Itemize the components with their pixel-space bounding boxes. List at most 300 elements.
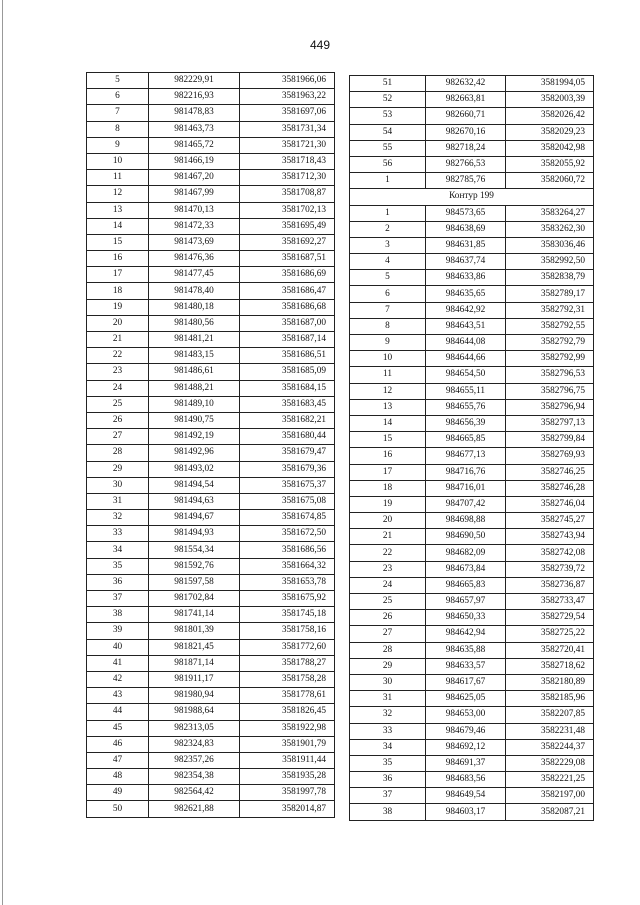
y-coordinate-cell: 3581718,43 bbox=[240, 153, 335, 169]
point-number-cell: 45 bbox=[87, 720, 149, 736]
point-number-cell: 6 bbox=[87, 89, 149, 105]
point-number-cell: 17 bbox=[87, 267, 149, 283]
point-number-cell: 1 bbox=[350, 205, 426, 221]
x-coordinate-cell: 982324,83 bbox=[149, 736, 240, 752]
contour-section-title: Контур 199 bbox=[350, 189, 594, 205]
x-coordinate-cell: 981480,56 bbox=[149, 315, 240, 331]
x-coordinate-cell: 984716,01 bbox=[426, 480, 506, 496]
point-number-cell: 35 bbox=[87, 558, 149, 574]
x-coordinate-cell: 984691,37 bbox=[426, 755, 506, 771]
table-row bbox=[87, 510, 335, 526]
point-number-cell: 48 bbox=[87, 769, 149, 785]
point-number-cell: 43 bbox=[87, 688, 149, 704]
point-number-cell: 34 bbox=[87, 542, 149, 558]
x-coordinate-cell: 984665,85 bbox=[426, 432, 506, 448]
y-coordinate-cell: 3581708,87 bbox=[240, 186, 335, 202]
x-coordinate-cell: 984644,08 bbox=[426, 335, 506, 351]
x-coordinate-cell: 981470,13 bbox=[149, 202, 240, 218]
point-number-cell: 18 bbox=[87, 283, 149, 299]
y-coordinate-cell: 3582769,93 bbox=[506, 448, 594, 464]
point-number-cell: 7 bbox=[87, 105, 149, 121]
table-row bbox=[87, 785, 335, 801]
x-coordinate-cell: 981490,75 bbox=[149, 412, 240, 428]
y-coordinate-cell: 3581675,92 bbox=[240, 591, 335, 607]
x-coordinate-cell: 981702,84 bbox=[149, 591, 240, 607]
x-coordinate-cell: 981480,18 bbox=[149, 299, 240, 315]
point-number-cell: 13 bbox=[87, 202, 149, 218]
x-coordinate-cell: 981494,63 bbox=[149, 493, 240, 509]
table-row bbox=[87, 493, 335, 509]
x-coordinate-cell: 981478,40 bbox=[149, 283, 240, 299]
table-row bbox=[87, 461, 335, 477]
table-row bbox=[350, 577, 594, 593]
point-number-cell: 46 bbox=[87, 736, 149, 752]
y-coordinate-cell: 3582055,92 bbox=[506, 156, 594, 172]
point-number-cell: 34 bbox=[350, 739, 426, 755]
y-coordinate-cell: 3581911,44 bbox=[240, 752, 335, 768]
table-row bbox=[87, 591, 335, 607]
point-number-cell: 12 bbox=[87, 186, 149, 202]
table-row bbox=[350, 92, 594, 108]
point-number-cell: 56 bbox=[350, 156, 426, 172]
x-coordinate-cell: 981467,99 bbox=[149, 186, 240, 202]
y-coordinate-cell: 3582797,13 bbox=[506, 415, 594, 431]
point-number-cell: 5 bbox=[350, 270, 426, 286]
y-coordinate-cell: 3581686,56 bbox=[240, 542, 335, 558]
x-coordinate-cell: 984633,86 bbox=[426, 270, 506, 286]
y-coordinate-cell: 3581935,28 bbox=[240, 769, 335, 785]
x-coordinate-cell: 984642,92 bbox=[426, 302, 506, 318]
y-coordinate-cell: 3581680,44 bbox=[240, 429, 335, 445]
point-number-cell: 14 bbox=[350, 415, 426, 431]
point-number-cell: 19 bbox=[350, 496, 426, 512]
x-coordinate-cell: 984716,76 bbox=[426, 464, 506, 480]
table-row bbox=[350, 723, 594, 739]
point-number-cell: 15 bbox=[350, 432, 426, 448]
y-coordinate-cell: 3581679,36 bbox=[240, 461, 335, 477]
point-number-cell: 16 bbox=[350, 448, 426, 464]
x-coordinate-cell: 984643,51 bbox=[426, 318, 506, 334]
y-coordinate-cell: 3582792,55 bbox=[506, 318, 594, 334]
table-row bbox=[350, 399, 594, 415]
y-coordinate-cell: 3581772,60 bbox=[240, 639, 335, 655]
table-row bbox=[350, 335, 594, 351]
table-row bbox=[350, 108, 594, 124]
y-coordinate-cell: 3581994,05 bbox=[506, 76, 594, 92]
x-coordinate-cell: 984683,56 bbox=[426, 772, 506, 788]
y-coordinate-cell: 3582746,04 bbox=[506, 496, 594, 512]
table-row bbox=[87, 396, 335, 412]
y-coordinate-cell: 3582244,37 bbox=[506, 739, 594, 755]
point-number-cell: 33 bbox=[87, 526, 149, 542]
y-coordinate-cell: 3581686,69 bbox=[240, 267, 335, 283]
x-coordinate-cell: 984631,85 bbox=[426, 237, 506, 253]
y-coordinate-cell: 3582060,72 bbox=[506, 173, 594, 189]
point-number-cell: 22 bbox=[87, 348, 149, 364]
coordinates-table-right bbox=[349, 75, 594, 821]
y-coordinate-cell: 3582742,08 bbox=[506, 545, 594, 561]
table-row bbox=[350, 642, 594, 658]
x-coordinate-cell: 982663,81 bbox=[426, 92, 506, 108]
point-number-cell: 16 bbox=[87, 251, 149, 267]
y-coordinate-cell: 3583264,27 bbox=[506, 205, 594, 221]
point-number-cell: 24 bbox=[350, 577, 426, 593]
table-row bbox=[350, 367, 594, 383]
table-row bbox=[87, 251, 335, 267]
point-number-cell: 28 bbox=[87, 445, 149, 461]
x-coordinate-cell: 982718,24 bbox=[426, 140, 506, 156]
point-number-cell: 8 bbox=[350, 318, 426, 334]
x-coordinate-cell: 981493,02 bbox=[149, 461, 240, 477]
point-number-cell: 22 bbox=[350, 545, 426, 561]
table-row bbox=[87, 89, 335, 105]
table-row bbox=[350, 513, 594, 529]
point-number-cell: 49 bbox=[87, 785, 149, 801]
y-coordinate-cell: 3581702,13 bbox=[240, 202, 335, 218]
x-coordinate-cell: 984649,54 bbox=[426, 788, 506, 804]
table-row bbox=[87, 526, 335, 542]
y-coordinate-cell: 3581712,30 bbox=[240, 170, 335, 186]
x-coordinate-cell: 984656,39 bbox=[426, 415, 506, 431]
y-coordinate-cell: 3582838,79 bbox=[506, 270, 594, 286]
y-coordinate-cell: 3582185,96 bbox=[506, 691, 594, 707]
y-coordinate-cell: 3582792,79 bbox=[506, 335, 594, 351]
point-number-cell: 9 bbox=[350, 335, 426, 351]
point-number-cell: 47 bbox=[87, 752, 149, 768]
section-header-row bbox=[350, 189, 594, 205]
y-coordinate-cell: 3582725,22 bbox=[506, 626, 594, 642]
x-coordinate-cell: 981486,61 bbox=[149, 364, 240, 380]
table-row bbox=[87, 736, 335, 752]
y-coordinate-cell: 3582207,85 bbox=[506, 707, 594, 723]
y-coordinate-cell: 3581778,61 bbox=[240, 688, 335, 704]
point-number-cell: 37 bbox=[87, 591, 149, 607]
point-number-cell: 31 bbox=[87, 493, 149, 509]
y-coordinate-cell: 3582746,28 bbox=[506, 480, 594, 496]
y-coordinate-cell: 3582733,47 bbox=[506, 594, 594, 610]
y-coordinate-cell: 3581685,09 bbox=[240, 364, 335, 380]
table-row bbox=[87, 380, 335, 396]
table-row bbox=[350, 707, 594, 723]
point-number-cell: 25 bbox=[87, 396, 149, 412]
point-number-cell: 36 bbox=[350, 772, 426, 788]
x-coordinate-cell: 984654,50 bbox=[426, 367, 506, 383]
x-coordinate-cell: 984603,17 bbox=[426, 804, 506, 820]
x-coordinate-cell: 982632,42 bbox=[426, 76, 506, 92]
point-number-cell: 33 bbox=[350, 723, 426, 739]
point-number-cell: 32 bbox=[87, 510, 149, 526]
y-coordinate-cell: 3582746,25 bbox=[506, 464, 594, 480]
y-coordinate-cell: 3581758,28 bbox=[240, 671, 335, 687]
x-coordinate-cell: 981801,39 bbox=[149, 623, 240, 639]
y-coordinate-cell: 3581826,45 bbox=[240, 704, 335, 720]
y-coordinate-cell: 3582231,48 bbox=[506, 723, 594, 739]
x-coordinate-cell: 981463,73 bbox=[149, 121, 240, 137]
point-number-cell: 11 bbox=[350, 367, 426, 383]
x-coordinate-cell: 981592,76 bbox=[149, 558, 240, 574]
table-row bbox=[87, 137, 335, 153]
x-coordinate-cell: 984633,57 bbox=[426, 658, 506, 674]
x-coordinate-cell: 981492,96 bbox=[149, 445, 240, 461]
table-row bbox=[350, 237, 594, 253]
y-coordinate-cell: 3581686,51 bbox=[240, 348, 335, 364]
table-row bbox=[350, 480, 594, 496]
x-coordinate-cell: 981988,64 bbox=[149, 704, 240, 720]
point-number-cell: 14 bbox=[87, 218, 149, 234]
table-row bbox=[87, 429, 335, 445]
x-coordinate-cell: 984653,00 bbox=[426, 707, 506, 723]
x-coordinate-cell: 982660,71 bbox=[426, 108, 506, 124]
point-number-cell: 29 bbox=[350, 658, 426, 674]
y-coordinate-cell: 3581695,49 bbox=[240, 218, 335, 234]
y-coordinate-cell: 3582736,87 bbox=[506, 577, 594, 593]
y-coordinate-cell: 3581692,27 bbox=[240, 234, 335, 250]
table-row bbox=[350, 432, 594, 448]
table-row bbox=[350, 529, 594, 545]
y-coordinate-cell: 3582796,53 bbox=[506, 367, 594, 383]
y-coordinate-cell: 3581664,32 bbox=[240, 558, 335, 574]
point-number-cell: 40 bbox=[87, 639, 149, 655]
x-coordinate-cell: 982313,05 bbox=[149, 720, 240, 736]
table-row bbox=[350, 254, 594, 270]
point-number-cell: 35 bbox=[350, 755, 426, 771]
point-number-cell: 27 bbox=[350, 626, 426, 642]
x-coordinate-cell: 982564,42 bbox=[149, 785, 240, 801]
x-coordinate-cell: 981472,33 bbox=[149, 218, 240, 234]
x-coordinate-cell: 984644,66 bbox=[426, 351, 506, 367]
point-number-cell: 24 bbox=[87, 380, 149, 396]
page-number: 449 bbox=[309, 38, 331, 52]
table-row bbox=[350, 302, 594, 318]
x-coordinate-cell: 981492,19 bbox=[149, 429, 240, 445]
point-number-cell: 25 bbox=[350, 594, 426, 610]
table-row bbox=[350, 788, 594, 804]
y-coordinate-cell: 3582743,94 bbox=[506, 529, 594, 545]
table-row bbox=[350, 674, 594, 690]
point-number-cell: 36 bbox=[87, 574, 149, 590]
table-row bbox=[87, 477, 335, 493]
point-number-cell: 27 bbox=[87, 429, 149, 445]
x-coordinate-cell: 982670,16 bbox=[426, 124, 506, 140]
table-row bbox=[87, 671, 335, 687]
x-coordinate-cell: 981911,17 bbox=[149, 671, 240, 687]
table-row bbox=[350, 124, 594, 140]
point-number-cell: 23 bbox=[87, 364, 149, 380]
x-coordinate-cell: 984698,88 bbox=[426, 513, 506, 529]
table-row bbox=[87, 801, 335, 817]
x-coordinate-cell: 981494,93 bbox=[149, 526, 240, 542]
point-number-cell: 19 bbox=[87, 299, 149, 315]
table-row bbox=[87, 299, 335, 315]
y-coordinate-cell: 3581922,98 bbox=[240, 720, 335, 736]
table-row bbox=[87, 234, 335, 250]
y-coordinate-cell: 3582720,41 bbox=[506, 642, 594, 658]
y-coordinate-cell: 3581697,06 bbox=[240, 105, 335, 121]
y-coordinate-cell: 3582729,54 bbox=[506, 610, 594, 626]
table-row bbox=[87, 218, 335, 234]
point-number-cell: 50 bbox=[87, 801, 149, 817]
point-number-cell: 12 bbox=[350, 383, 426, 399]
point-number-cell: 18 bbox=[350, 480, 426, 496]
x-coordinate-cell: 982216,93 bbox=[149, 89, 240, 105]
y-coordinate-cell: 3581682,21 bbox=[240, 412, 335, 428]
point-number-cell: 8 bbox=[87, 121, 149, 137]
page-edge-line bbox=[2, 0, 3, 905]
table-row bbox=[350, 658, 594, 674]
table-row bbox=[87, 607, 335, 623]
x-coordinate-cell: 981466,19 bbox=[149, 153, 240, 169]
y-coordinate-cell: 3581963,22 bbox=[240, 89, 335, 105]
table-row bbox=[350, 140, 594, 156]
y-coordinate-cell: 3581721,30 bbox=[240, 137, 335, 153]
table-row bbox=[350, 415, 594, 431]
y-coordinate-cell: 3581901,79 bbox=[240, 736, 335, 752]
x-coordinate-cell: 984625,05 bbox=[426, 691, 506, 707]
table-row bbox=[87, 574, 335, 590]
table-row bbox=[350, 318, 594, 334]
table-row bbox=[87, 186, 335, 202]
x-coordinate-cell: 984692,12 bbox=[426, 739, 506, 755]
point-number-cell: 6 bbox=[350, 286, 426, 302]
y-coordinate-cell: 3581679,47 bbox=[240, 445, 335, 461]
table-row bbox=[350, 351, 594, 367]
y-coordinate-cell: 3582792,31 bbox=[506, 302, 594, 318]
table-row bbox=[350, 804, 594, 820]
point-number-cell: 20 bbox=[350, 513, 426, 529]
table-row bbox=[350, 173, 594, 189]
point-number-cell: 53 bbox=[350, 108, 426, 124]
x-coordinate-cell: 982354,38 bbox=[149, 769, 240, 785]
table-row bbox=[87, 752, 335, 768]
table-row bbox=[87, 445, 335, 461]
point-number-cell: 26 bbox=[350, 610, 426, 626]
x-coordinate-cell: 981481,21 bbox=[149, 332, 240, 348]
y-coordinate-cell: 3582799,84 bbox=[506, 432, 594, 448]
x-coordinate-cell: 984617,67 bbox=[426, 674, 506, 690]
x-coordinate-cell: 984635,65 bbox=[426, 286, 506, 302]
y-coordinate-cell: 3582003,39 bbox=[506, 92, 594, 108]
y-coordinate-cell: 3581788,27 bbox=[240, 655, 335, 671]
coordinates-table-left bbox=[86, 72, 335, 818]
table-row bbox=[350, 286, 594, 302]
table-row bbox=[87, 202, 335, 218]
x-coordinate-cell: 984690,50 bbox=[426, 529, 506, 545]
x-coordinate-cell: 981488,21 bbox=[149, 380, 240, 396]
y-coordinate-cell: 3581684,15 bbox=[240, 380, 335, 396]
x-coordinate-cell: 981821,45 bbox=[149, 639, 240, 655]
point-number-cell: 54 bbox=[350, 124, 426, 140]
table-row bbox=[87, 153, 335, 169]
x-coordinate-cell: 984638,69 bbox=[426, 221, 506, 237]
y-coordinate-cell: 3581966,06 bbox=[240, 73, 335, 89]
point-number-cell: 39 bbox=[87, 623, 149, 639]
x-coordinate-cell: 984673,84 bbox=[426, 561, 506, 577]
x-coordinate-cell: 984655,76 bbox=[426, 399, 506, 415]
point-number-cell: 5 bbox=[87, 73, 149, 89]
point-number-cell: 41 bbox=[87, 655, 149, 671]
point-number-cell: 30 bbox=[350, 674, 426, 690]
x-coordinate-cell: 984657,97 bbox=[426, 594, 506, 610]
y-coordinate-cell: 3581672,50 bbox=[240, 526, 335, 542]
table-row bbox=[87, 412, 335, 428]
y-coordinate-cell: 3582087,21 bbox=[506, 804, 594, 820]
table-row bbox=[350, 545, 594, 561]
point-number-cell: 3 bbox=[350, 237, 426, 253]
point-number-cell: 37 bbox=[350, 788, 426, 804]
table-row bbox=[350, 626, 594, 642]
x-coordinate-cell: 981494,67 bbox=[149, 510, 240, 526]
table-row bbox=[350, 205, 594, 221]
y-coordinate-cell: 3582029,23 bbox=[506, 124, 594, 140]
point-number-cell: 7 bbox=[350, 302, 426, 318]
point-number-cell: 28 bbox=[350, 642, 426, 658]
table-row bbox=[87, 73, 335, 89]
y-coordinate-cell: 3581674,85 bbox=[240, 510, 335, 526]
y-coordinate-cell: 3581683,45 bbox=[240, 396, 335, 412]
y-coordinate-cell: 3581687,00 bbox=[240, 315, 335, 331]
table-row bbox=[87, 704, 335, 720]
table-row bbox=[350, 464, 594, 480]
x-coordinate-cell: 981477,45 bbox=[149, 267, 240, 283]
point-number-cell: 31 bbox=[350, 691, 426, 707]
y-coordinate-cell: 3582221,25 bbox=[506, 772, 594, 788]
table-row bbox=[87, 542, 335, 558]
table-row bbox=[87, 170, 335, 186]
x-coordinate-cell: 984635,88 bbox=[426, 642, 506, 658]
x-coordinate-cell: 984665,83 bbox=[426, 577, 506, 593]
y-coordinate-cell: 3582739,72 bbox=[506, 561, 594, 577]
x-coordinate-cell: 981494,54 bbox=[149, 477, 240, 493]
table-row bbox=[350, 156, 594, 172]
point-number-cell: 10 bbox=[350, 351, 426, 367]
point-number-cell: 42 bbox=[87, 671, 149, 687]
table-row bbox=[87, 720, 335, 736]
point-number-cell: 1 bbox=[350, 173, 426, 189]
table-row bbox=[350, 610, 594, 626]
point-number-cell: 9 bbox=[87, 137, 149, 153]
table-row bbox=[350, 594, 594, 610]
table-row bbox=[87, 558, 335, 574]
table-row bbox=[350, 448, 594, 464]
point-number-cell: 52 bbox=[350, 92, 426, 108]
y-coordinate-cell: 3583036,46 bbox=[506, 237, 594, 253]
table-row bbox=[350, 561, 594, 577]
x-coordinate-cell: 981871,14 bbox=[149, 655, 240, 671]
y-coordinate-cell: 3582792,99 bbox=[506, 351, 594, 367]
table-row bbox=[87, 315, 335, 331]
table-row bbox=[87, 105, 335, 121]
point-number-cell: 23 bbox=[350, 561, 426, 577]
table-row bbox=[87, 348, 335, 364]
x-coordinate-cell: 984650,33 bbox=[426, 610, 506, 626]
point-number-cell: 17 bbox=[350, 464, 426, 480]
x-coordinate-cell: 984642,94 bbox=[426, 626, 506, 642]
y-coordinate-cell: 3581653,78 bbox=[240, 574, 335, 590]
y-coordinate-cell: 3582229,08 bbox=[506, 755, 594, 771]
x-coordinate-cell: 981980,94 bbox=[149, 688, 240, 704]
point-number-cell: 51 bbox=[350, 76, 426, 92]
y-coordinate-cell: 3581687,14 bbox=[240, 332, 335, 348]
x-coordinate-cell: 984655,11 bbox=[426, 383, 506, 399]
point-number-cell: 2 bbox=[350, 221, 426, 237]
table-row bbox=[87, 688, 335, 704]
table-row bbox=[350, 76, 594, 92]
point-number-cell: 30 bbox=[87, 477, 149, 493]
y-coordinate-cell: 3582796,94 bbox=[506, 399, 594, 415]
table-row bbox=[87, 364, 335, 380]
x-coordinate-cell: 981483,15 bbox=[149, 348, 240, 364]
y-coordinate-cell: 3582745,27 bbox=[506, 513, 594, 529]
